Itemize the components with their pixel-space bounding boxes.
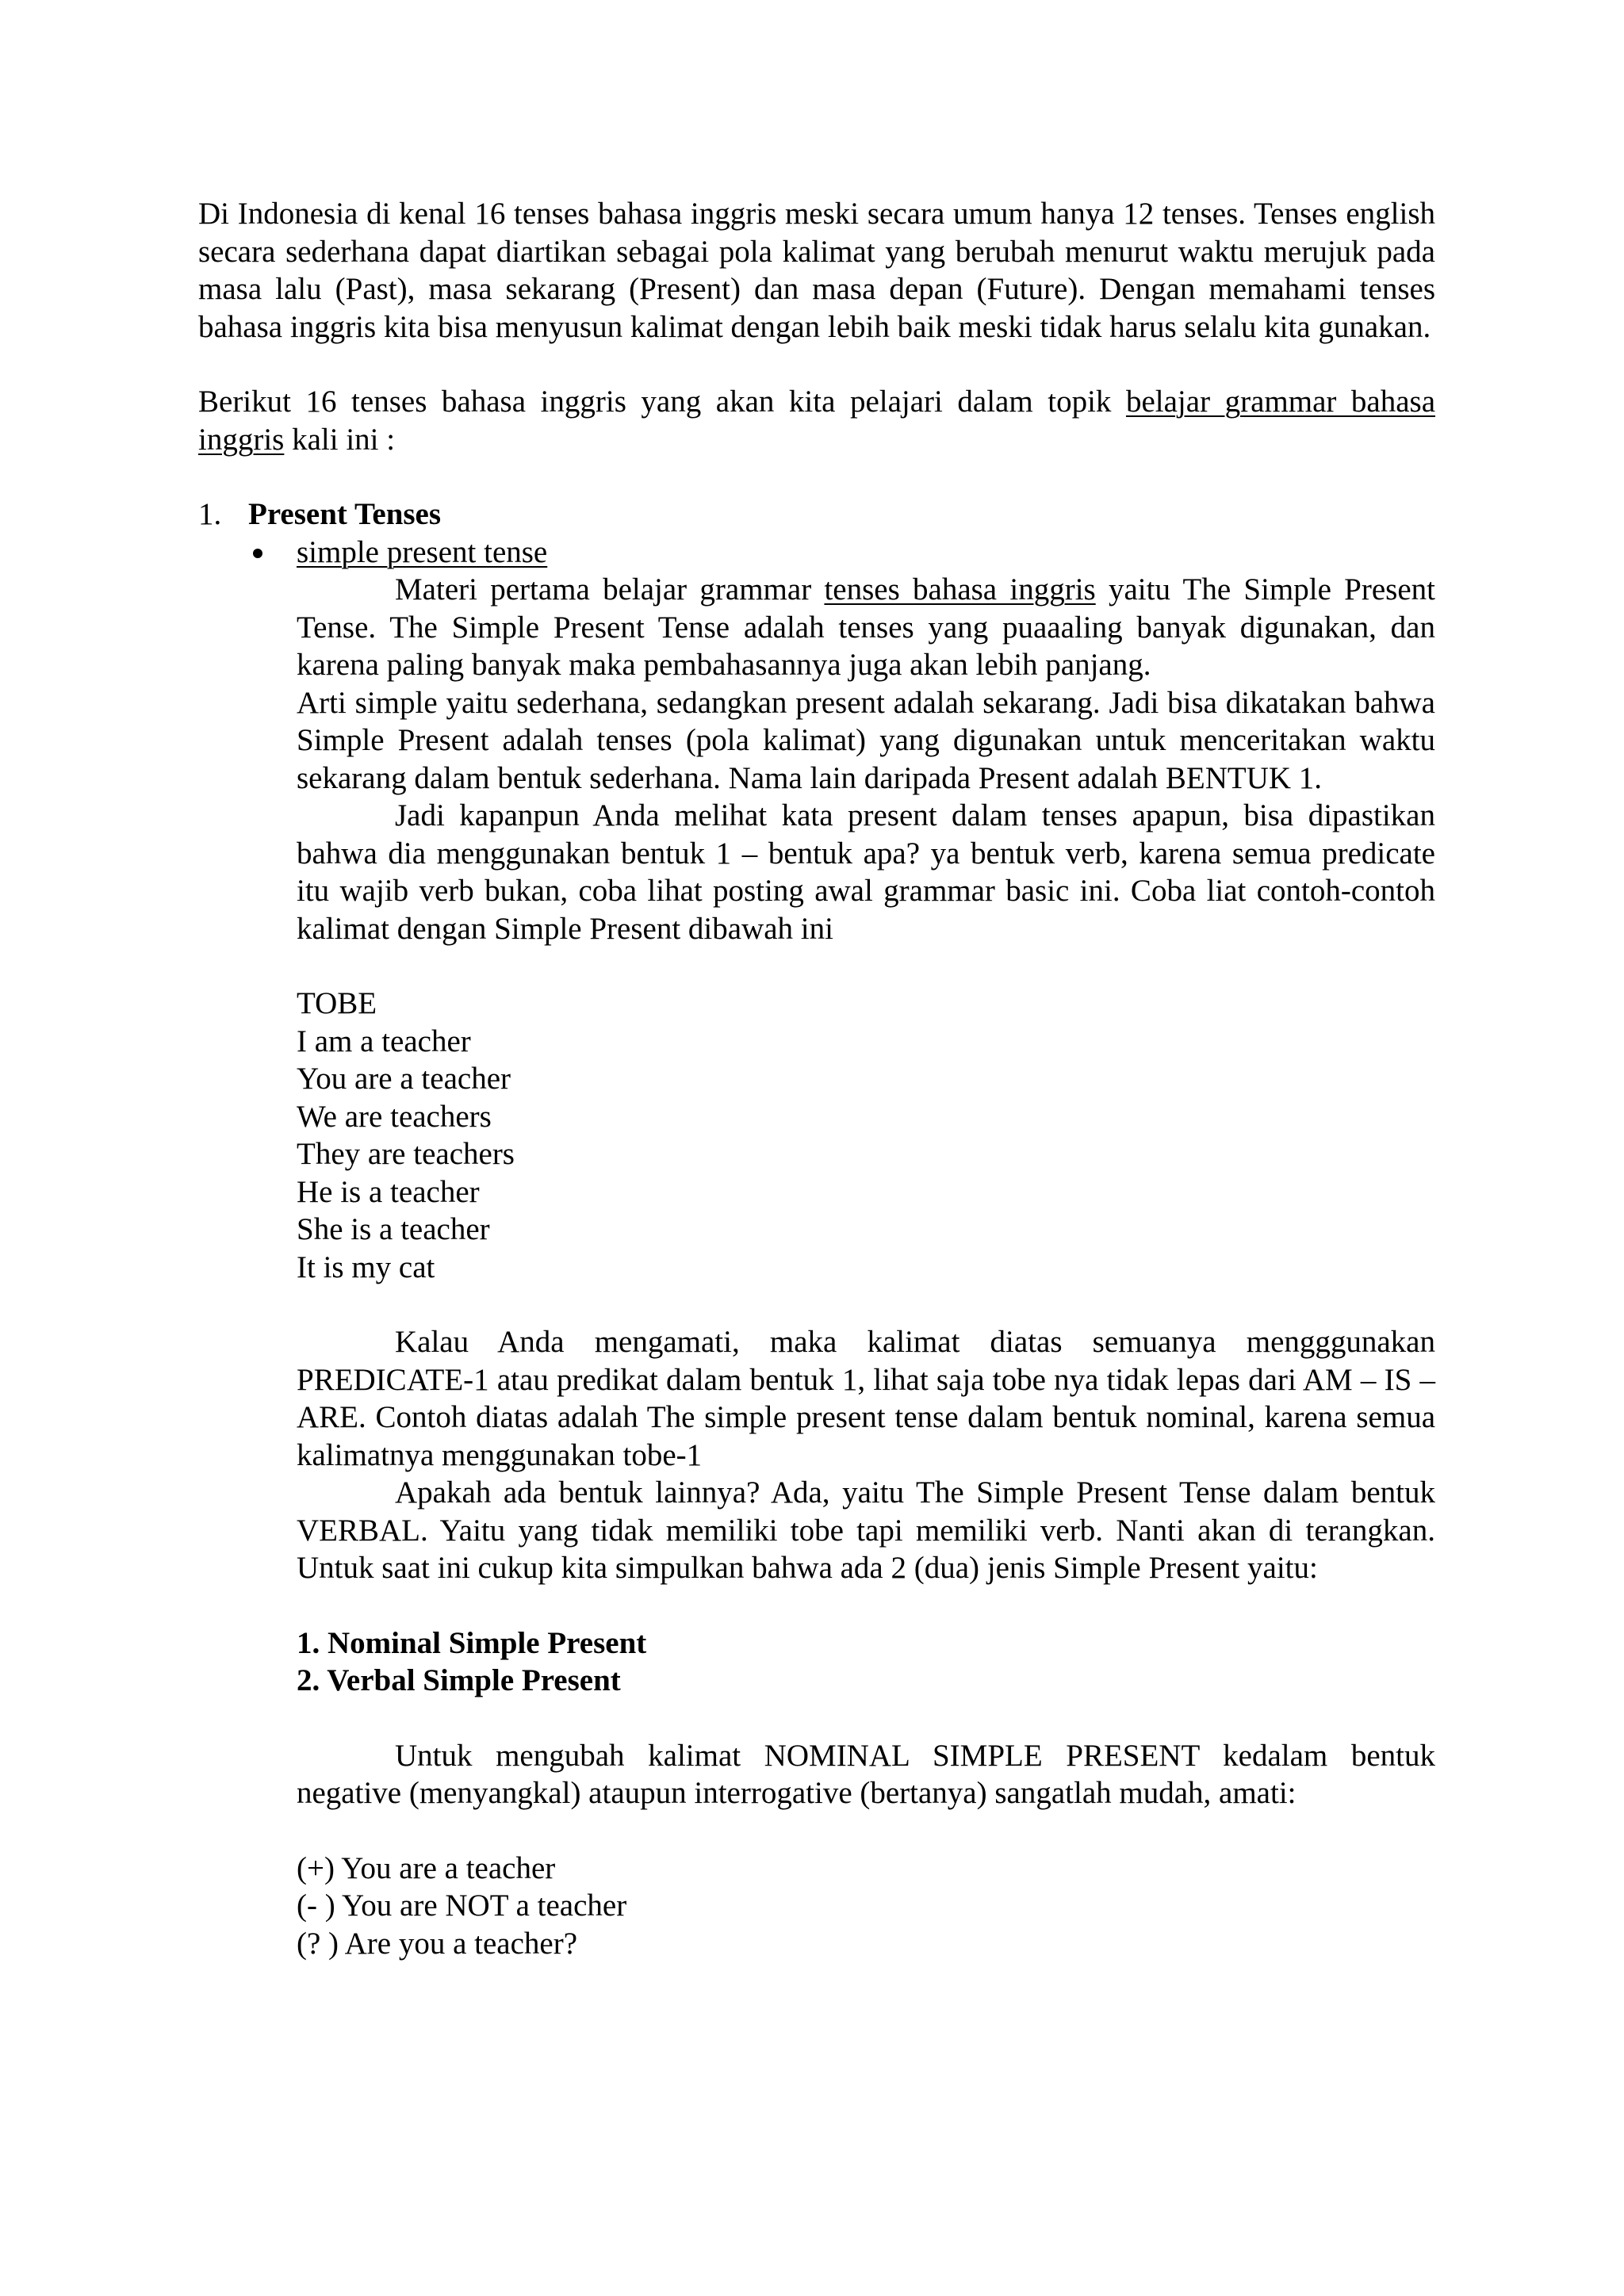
intro-paragraph-2-tail: kali ini : bbox=[284, 422, 396, 457]
document-page bbox=[198, 195, 1435, 1962]
form-example: (+) You are a teacher bbox=[297, 1850, 556, 1885]
bullet-link-simple-present[interactable]: simple present tense bbox=[297, 534, 548, 569]
example-line: We are teachers bbox=[297, 1099, 492, 1134]
body-paragraph-1-text: Materi pertama belajar grammar bbox=[395, 572, 825, 607]
type-item: 1. Nominal Simple Present bbox=[297, 1625, 647, 1660]
example-line: You are a teacher bbox=[297, 1062, 511, 1096]
example-line: It is my cat bbox=[297, 1249, 435, 1284]
form-example: (- ) You are NOT a teacher bbox=[297, 1888, 627, 1923]
example-line: He is a teacher bbox=[297, 1174, 480, 1209]
form-example: (? ) Are you a teacher? bbox=[297, 1926, 578, 1961]
example-line: They are teachers bbox=[297, 1137, 515, 1171]
example-line: TOBE bbox=[297, 986, 377, 1020]
section-body bbox=[297, 571, 1435, 1962]
intro-paragraph-1: Di Indonesia di kenal 16 tenses bahasa inggris meski secara umum hanya 12 tenses. Tenses english secara sederhana dapat diartikan sebagai pola kalimat yang berubah menurut waktu merujuk pada masa lalu (Past), masa sekarang (Present) dan masa depan (Future). Dengan memahami tenses bahasa inggris kita bisa menyusun kalimat dengan lebih baik meski tidak harus selalu kita gunakan. bbox=[198, 197, 1435, 344]
body-paragraph-4: Kalau Anda mengamati, maka kalimat diatas semuanya mengggunakan PREDICATE-1 atau predikat dalam bentuk 1, lihat saja tobe nya tidak lepas dari AM – IS – ARE. Contoh diatas adalah The simple present tense dalam bentuk nominal, karena semua kalimatnya menggunakan tobe-1 bbox=[297, 1325, 1435, 1472]
section-title: Present Tenses bbox=[248, 497, 442, 531]
body-paragraph-1-tail: yaitu The Simple Present Tense. The Simple Present Tense adalah tenses yang puaaaling banyak digunakan, dan karena paling banyak maka pembahasannya juga akan lebih panjang. bbox=[297, 572, 1435, 682]
bullet-icon bbox=[253, 549, 262, 558]
tenses-link[interactable]: tenses bahasa inggris bbox=[824, 572, 1096, 607]
example-line: I am a teacher bbox=[297, 1024, 471, 1058]
intro-paragraph-2-text: Berikut 16 tenses bahasa inggris yang akan kita pelajari dalam topik bbox=[198, 385, 1126, 419]
grammar-link[interactable]: belajar grammar bahasa inggris bbox=[198, 385, 1436, 457]
body-paragraph-1 bbox=[297, 571, 1435, 684]
type-item: 2. Verbal Simple Present bbox=[297, 1663, 621, 1697]
intro-paragraph-2 bbox=[198, 383, 1435, 458]
section-heading bbox=[198, 496, 1435, 534]
body-paragraph-6: Untuk mengubah kalimat NOMINAL SIMPLE PRESENT kedalam bentuk negative (menyangkal) ataupun interrogative (bertanya) sangatlah mudah, amati: bbox=[297, 1738, 1435, 1810]
body-paragraph-3: Jadi kapanpun Anda melihat kata present dalam tenses apapun, bisa dipastikan bahwa dia menggunakan bentuk 1 – bentuk apa? ya bentuk verb, karena semua predicate itu wajib verb bukan, coba lihat posting awal grammar basic ini. Coba liat contoh-contoh kalimat dengan Simple Present dibawah ini bbox=[297, 798, 1435, 946]
body-paragraph-2: Arti simple yaitu sederhana, sedangkan present adalah sekarang. Jadi bisa dikatakan bahwa Simple Present adalah tenses (pola kalimat) yang digunakan untuk menceritakan waktu sekarang dalam bentuk sederhana. Nama lain daripada Present adalah BENTUK 1. bbox=[297, 685, 1435, 795]
section-number: 1. bbox=[198, 497, 222, 531]
example-line: She is a teacher bbox=[297, 1212, 490, 1246]
bullet-item bbox=[248, 534, 1435, 572]
body-paragraph-5: Apakah ada bentuk lainnya? Ada, yaitu The Simple Present Tense dalam bentuk VERBAL. Yaitu yang tidak memiliki tobe tapi memiliki verb. Nanti akan di terangkan. Untuk saat ini cukup kita simpulkan bahwa ada 2 (dua) jenis Simple Present yaitu: bbox=[297, 1475, 1435, 1585]
